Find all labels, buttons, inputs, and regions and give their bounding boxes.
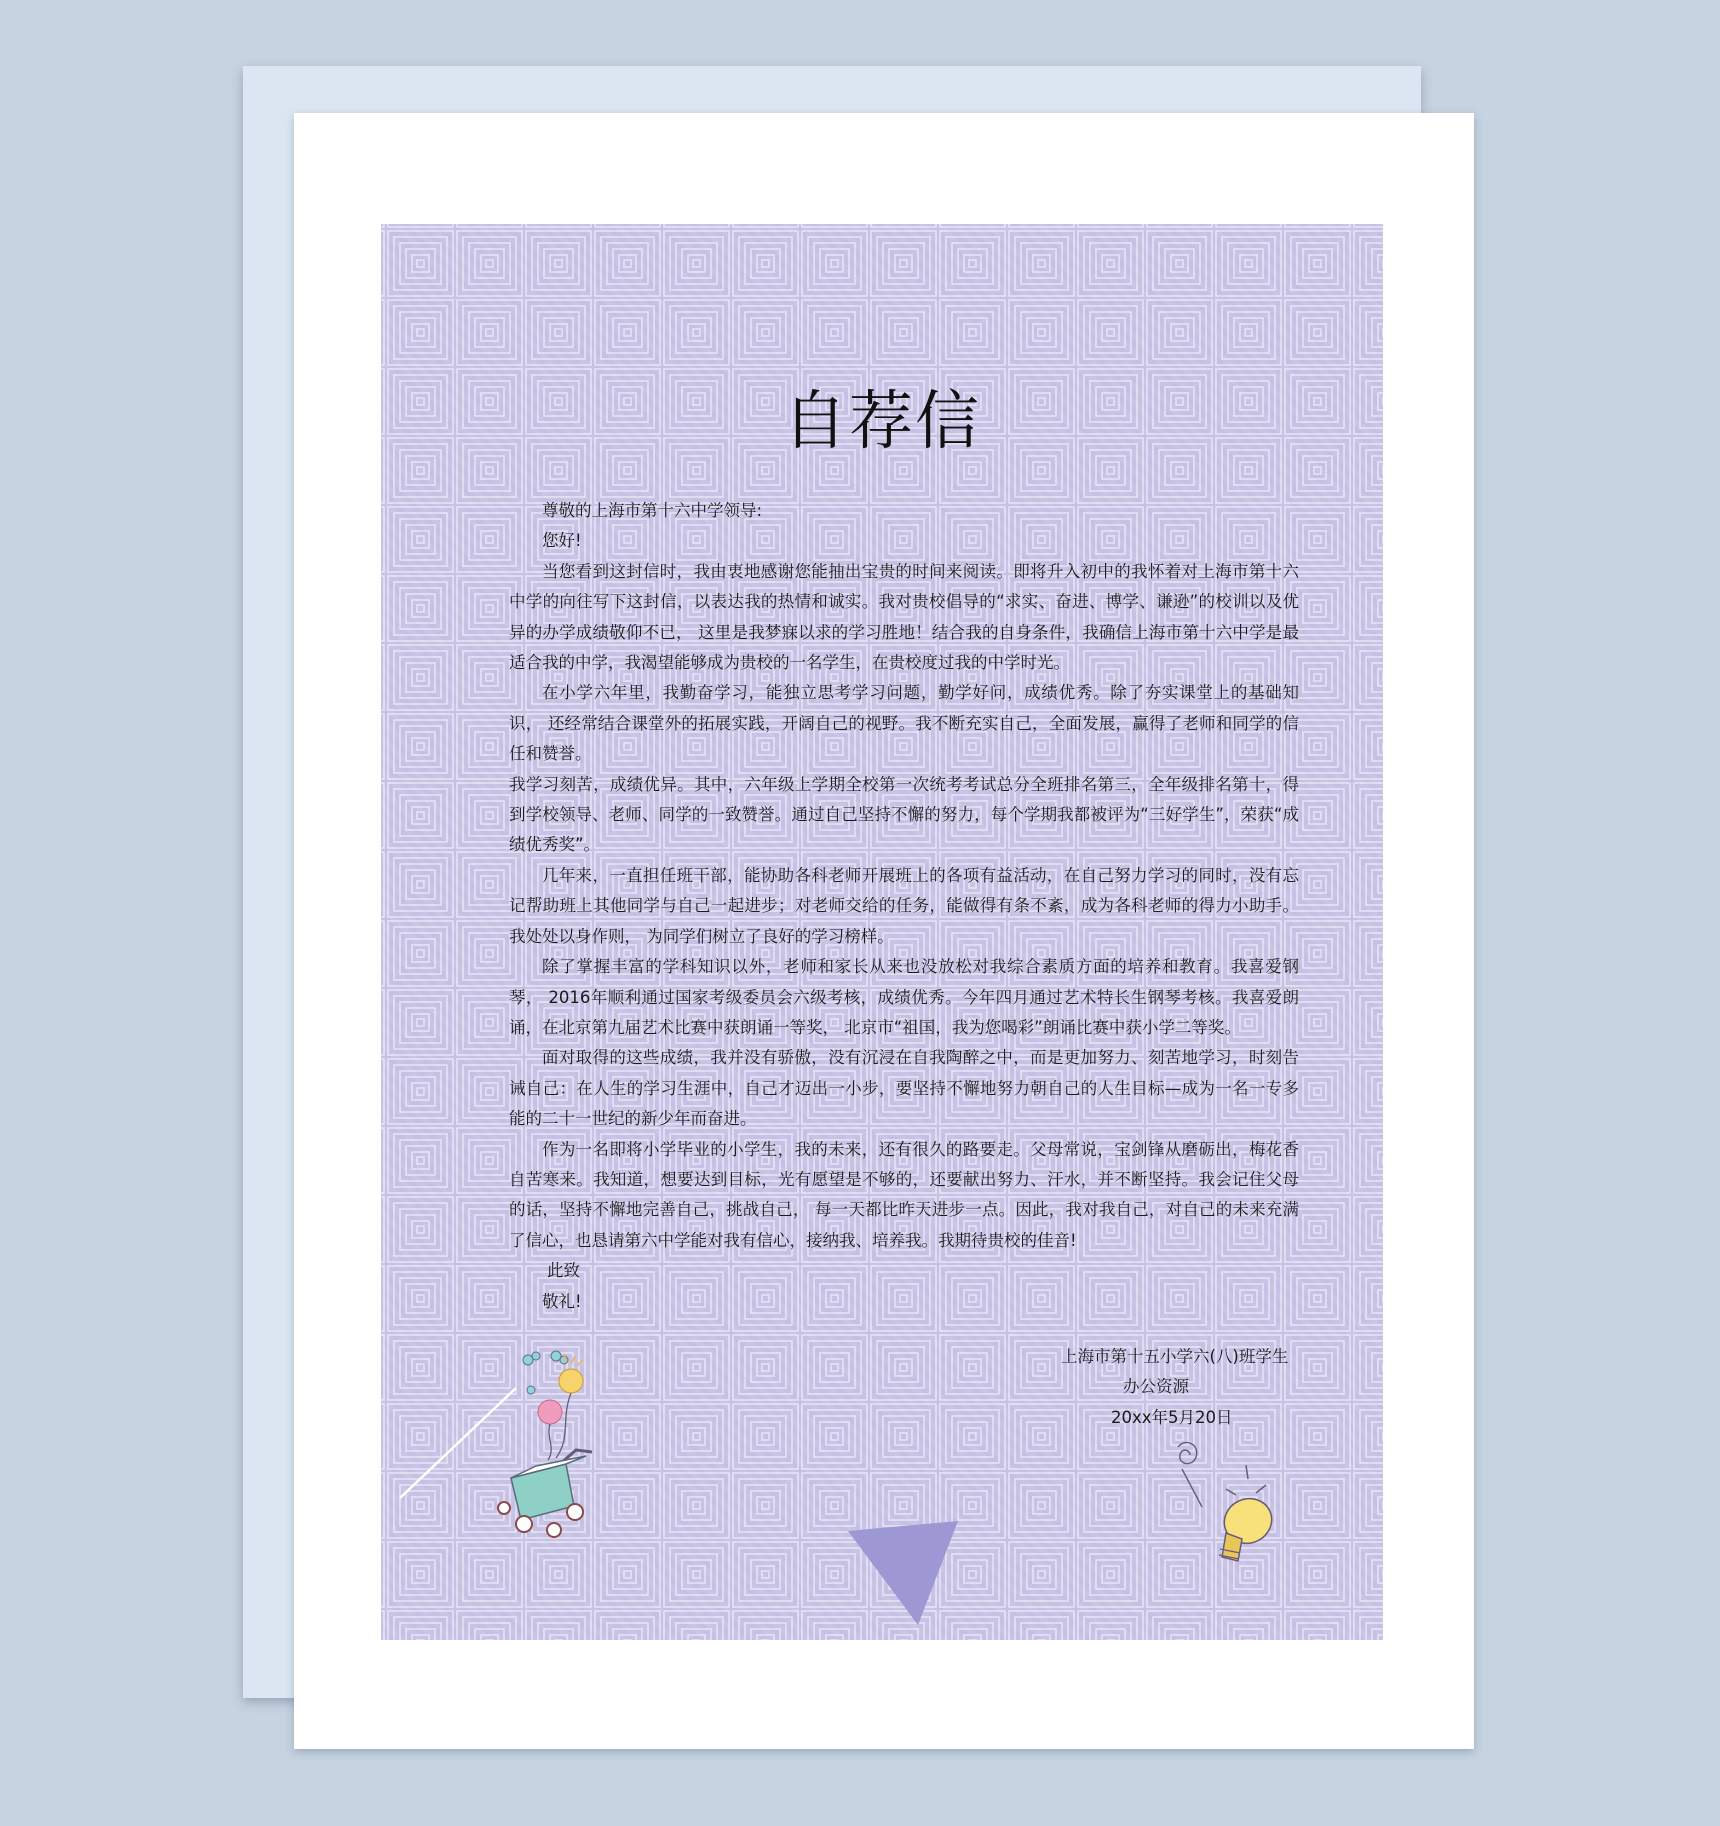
lightbulb-icon xyxy=(1156,1429,1286,1599)
signature-sender: 上海市第十五小学六(八)班学生 xyxy=(1061,1347,1289,1366)
paragraph-7: 作为一名即将小学毕业的小学生，我的未来，还有很久的路要走。父母常说，宝剑锋从磨砺出，梅花香自苦寒来。我知道，想要达到目标，光有愿望是不够的，还要献出努力、汗水，并不断坚持。我会记住父母的话，坚持不懈地完善自己，挑战自己， 每一天都比昨天进步一点。因此，我对我自己，对自己的未来充满了信心，也恳请第六中学能对我有信心，接纳我、培养我。我期待贵校的佳音! xyxy=(509,1139,1299,1250)
paragraph-2: 在小学六年里，我勤奋学习，能独立思考学习问题，勤学好问，成绩优秀。除了夯实课堂上的基础知识， 还经常结合课堂外的拓展实践，开阔自己的视野。我不断充实自己，全面发展，赢得了老师和同学的信任和赞誉。 xyxy=(509,683,1299,764)
signature-block xyxy=(1061,1342,1351,1433)
closing-line-1: 此致 xyxy=(547,1261,580,1281)
letter-title: 自荐信 xyxy=(783,385,981,459)
letter-body xyxy=(509,496,1299,1317)
paragraph-3: 我学习刻苦，成绩优异。其中，六年级上学期全校第一次统考考试总分全班排名第三，全年级排名第十，得到学校领导、老师、同学的一致赞誉。通过自己坚持不懈的努力，每个学期我都被评为“三好学生”，荣获“成绩优秀奖”。 xyxy=(509,774,1299,855)
signature-name: 办公资源 xyxy=(1123,1377,1189,1397)
closing-line-2: 敬礼! xyxy=(542,1291,582,1311)
triangle-decoration xyxy=(846,1519,966,1629)
signature-date: 20xx年5月20日 xyxy=(1111,1407,1233,1427)
paragraph-6: 面对取得的这些成绩，我并没有骄傲，没有沉浸在自我陶醉之中，而是更加努力、刻苦地学习，时刻告诫自己：在人生的学习生涯中，自己才迈出一小步，要坚持不懈地努力朝自己的人生目标—成为一名一专多能的二十一世纪的新少年而奋进。 xyxy=(509,1048,1299,1129)
greeting: 您好! xyxy=(542,531,582,551)
letter-page xyxy=(381,224,1383,1640)
balloon-cart-icon xyxy=(396,1348,606,1558)
paragraph-5: 除了掌握丰富的学科知识以外，老师和家长从来也没放松对我综合素质方面的培养和教育。我喜爱钢琴， 2016年顺利通过国家考级委员会六级考核，成绩优秀。今年四月通过艺术特长生钢琴考核。我喜爱朗诵，在北京第九届艺术比赛中获朗诵一等奖， 北京市“祖国，我为您喝彩”朗诵比赛中获小学二等奖。 xyxy=(509,957,1299,1037)
paragraph-1: 当您看到这封信时，我由衷地感谢您能抽出宝贵的时间来阅读。即将升入初中的我怀着对上海市第十六中学的向往写下这封信，以表达我的热情和诚实。我对贵校倡导的“求实、奋进、博学、谦逊”的校训以及优异的办学成绩敬仰不已， 这里是我梦寐以求的学习胜地！结合我的自身条件，我确信上海市第十六中学是最适合我的中学，我渴望能够成为贵校的一名学生，在贵校度过我的中学时光。 xyxy=(509,561,1299,673)
salutation: 尊敬的上海市第十六中学领导: xyxy=(542,501,763,520)
paragraph-4: 几年来，一直担任班干部，能协助各科老师开展班上的各项有益活动，在自己努力学习的同时，没有忘记帮助班上其他同学与自己一起进步；对老师交给的任务，能做得有条不紊，成为各科老师的得力小助手。我处处以身作则， 为同学们树立了良好的学习榜样。 xyxy=(509,865,1299,946)
